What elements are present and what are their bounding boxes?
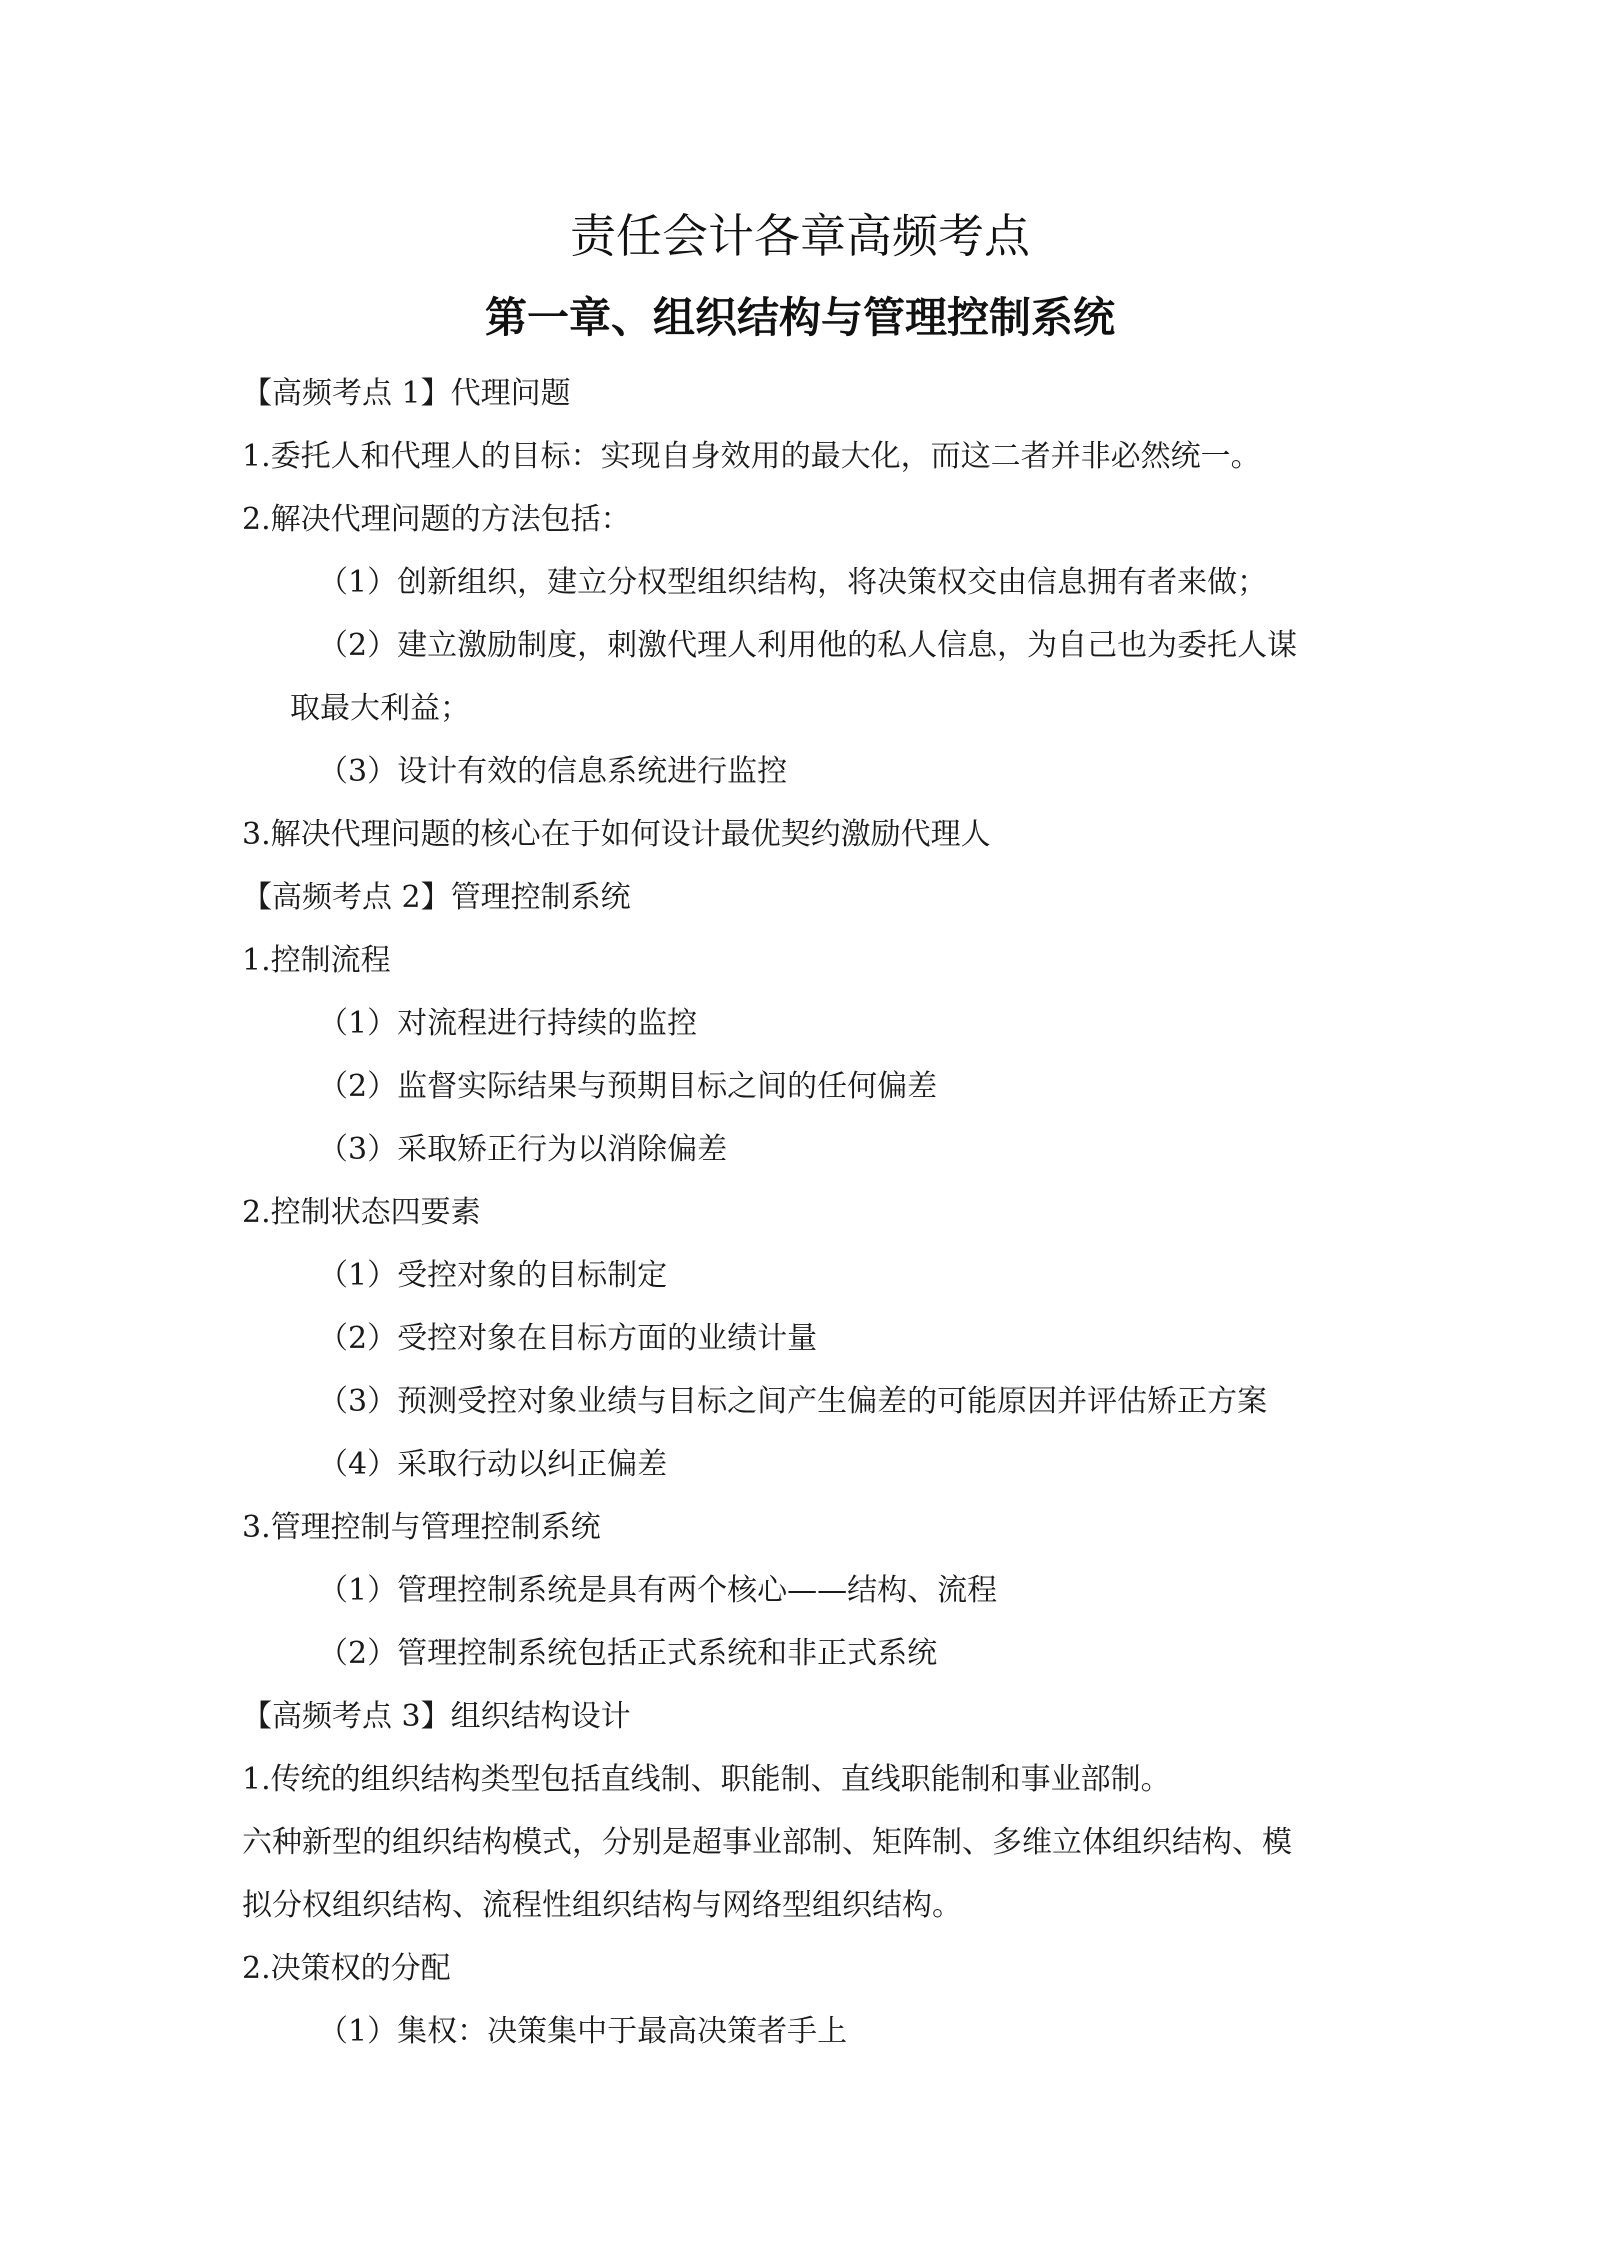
- list-item: （2）建立激励制度，刺激代理人利用他的私人信息，为自己也为委托人谋: [318, 628, 1298, 663]
- list-item: （1）创新组织，建立分权型组织结构，将决策权交由信息拥有者来做；: [318, 565, 1268, 600]
- list-item: （3）设计有效的信息系统进行监控: [318, 754, 788, 789]
- section-heading-1: 【高频考点 1】代理问题: [242, 376, 571, 411]
- list-item-continuation: 取最大利益；: [290, 691, 470, 726]
- paragraph-line: 3.解决代理问题的核心在于如何设计最优契约激励代理人: [242, 817, 991, 852]
- chapter-title: 第一章、组织结构与管理控制系统: [484, 293, 1115, 342]
- section-heading-3: 【高频考点 3】组织结构设计: [242, 1699, 631, 1734]
- list-item: （2）监督实际结果与预期目标之间的任何偏差: [318, 1069, 938, 1104]
- list-item: （1）管理控制系统是具有两个核心——结构、流程: [318, 1573, 998, 1608]
- paragraph-line: 2.决策权的分配: [242, 1951, 451, 1986]
- document-title: 责任会计各章高频考点: [570, 209, 1030, 263]
- list-item: （4）采取行动以纠正偏差: [318, 1447, 668, 1482]
- section-heading-2: 【高频考点 2】管理控制系统: [242, 880, 631, 915]
- paragraph-line: 2.解决代理问题的方法包括：: [242, 502, 631, 537]
- paragraph-line: 1.传统的组织结构类型包括直线制、职能制、直线职能制和事业部制。: [242, 1762, 1171, 1797]
- paragraph-line: 1.委托人和代理人的目标：实现自身效用的最大化，而这二者并非必然统一。: [242, 439, 1261, 474]
- paragraph-line: 六种新型的组织结构模式，分别是超事业部制、矩阵制、多维立体组织结构、模: [242, 1825, 1292, 1860]
- list-item: （3）预测受控对象业绩与目标之间产生偏差的可能原因并评估矫正方案: [318, 1384, 1268, 1419]
- paragraph-line: 2.控制状态四要素: [242, 1195, 481, 1230]
- paragraph-line: 3.管理控制与管理控制系统: [242, 1510, 601, 1545]
- list-item: （1）集权：决策集中于最高决策者手上: [318, 2014, 848, 2049]
- paragraph-line: 1.控制流程: [242, 943, 391, 978]
- list-item: （1）受控对象的目标制定: [318, 1258, 668, 1293]
- list-item: （2）管理控制系统包括正式系统和非正式系统: [318, 1636, 938, 1671]
- list-item: （2）受控对象在目标方面的业绩计量: [318, 1321, 818, 1356]
- paragraph-line: 拟分权组织结构、流程性组织结构与网络型组织结构。: [242, 1888, 962, 1923]
- list-item: （3）采取矫正行为以消除偏差: [318, 1132, 728, 1167]
- list-item: （1）对流程进行持续的监控: [318, 1006, 698, 1041]
